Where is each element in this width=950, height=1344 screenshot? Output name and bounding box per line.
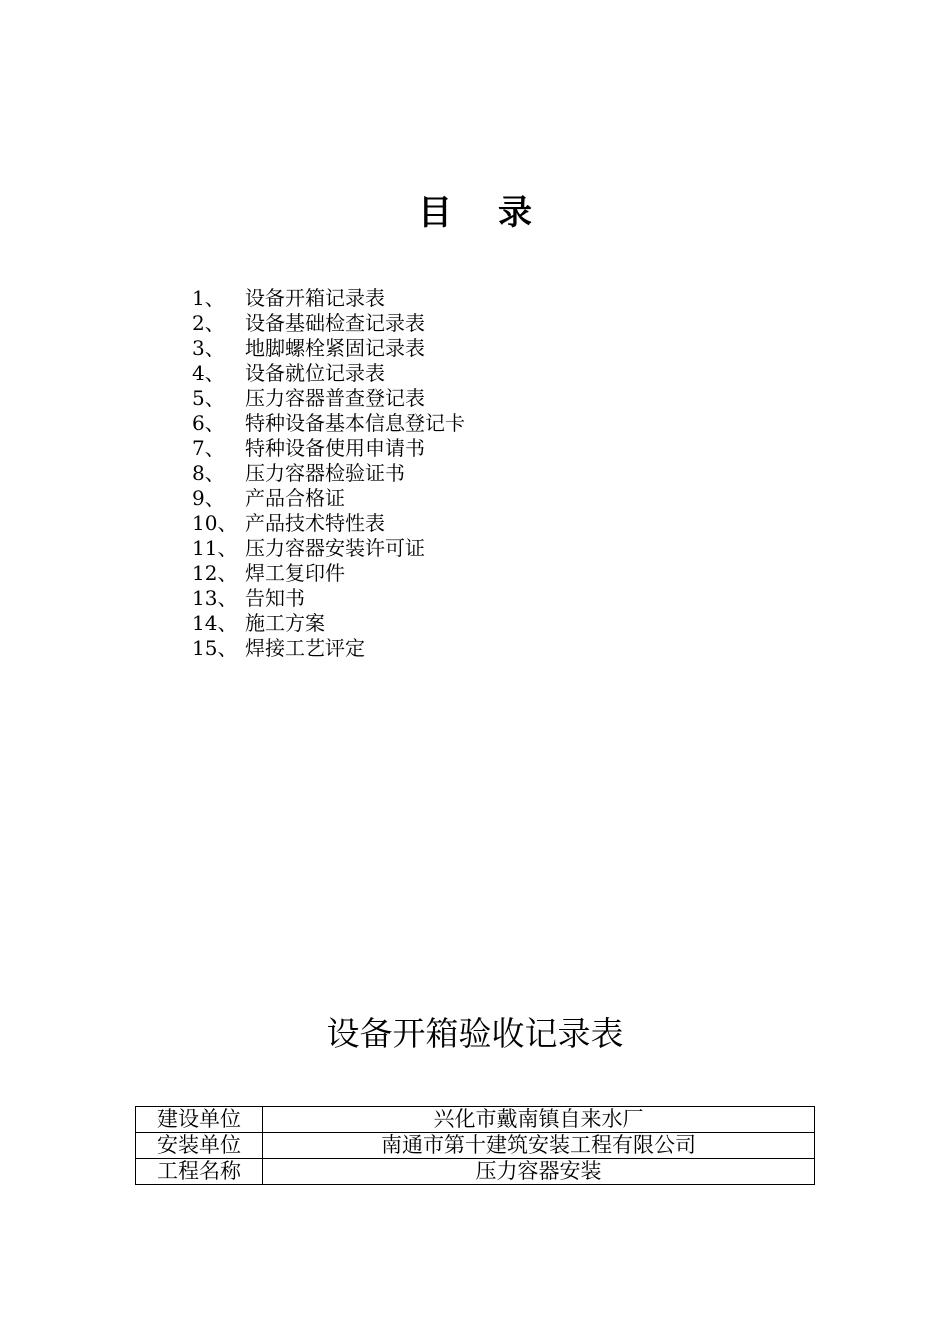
toc-item-text: 产品技术特性表 [245,511,385,535]
toc-item-number: 3、 [192,336,225,360]
toc-title: 目录 [418,193,578,233]
row-label: 工程名称 [136,1159,263,1185]
toc-item-text: 特种设备基本信息登记卡 [245,411,465,435]
toc-item-text: 特种设备使用申请书 [245,436,425,460]
toc-item-text: 压力容器检验证书 [245,461,405,485]
toc-item-text: 设备基础检查记录表 [245,311,425,335]
toc-item [192,286,465,311]
toc-item [192,411,465,436]
toc-item [192,461,465,486]
table-row [136,1159,815,1185]
toc-item [192,536,465,561]
row-label: 安装单位 [136,1133,263,1159]
toc-item-number: 1、 [192,286,225,310]
toc-item-number: 9、 [192,486,225,510]
row-value: 压力容器安装 [263,1159,815,1185]
project-info-table [135,1106,815,1185]
toc-item-text: 压力容器安装许可证 [245,536,425,560]
toc-item-text: 地脚螺栓紧固记录表 [245,336,425,360]
toc-item-text: 施工方案 [245,611,325,635]
toc-item [192,336,465,361]
form-title: 设备开箱验收记录表 [326,1014,624,1053]
toc-item-text: 压力容器普查登记表 [245,386,425,410]
toc-item-number: 5、 [192,386,225,410]
toc-item-number: 7、 [192,436,225,460]
toc-item-number: 11、 [192,536,238,560]
table-row [136,1107,815,1133]
table-row [136,1133,815,1159]
toc-item-text: 设备就位记录表 [245,361,385,385]
toc-item-number: 14、 [192,611,238,635]
toc-item [192,586,465,611]
toc-item-number: 13、 [192,586,238,610]
toc-item-number: 6、 [192,411,225,435]
row-value: 兴化市戴南镇自来水厂 [263,1107,815,1133]
toc-item [192,361,465,386]
row-label: 建设单位 [136,1107,263,1133]
toc-item-text: 告知书 [245,586,305,610]
toc-item-text: 设备开箱记录表 [245,286,385,310]
toc-item-number: 8、 [192,461,225,485]
toc-item-text: 焊接工艺评定 [245,636,365,660]
toc-item [192,436,465,461]
toc-item-number: 10、 [192,511,238,535]
toc-item [192,311,465,336]
row-value: 南通市第十建筑安装工程有限公司 [263,1133,815,1159]
toc-item-number: 15、 [192,636,238,660]
toc-list [192,286,465,661]
toc-item [192,611,465,636]
toc-item [192,636,465,661]
toc-item-text: 产品合格证 [245,486,345,510]
toc-item [192,511,465,536]
toc-item-number: 12、 [192,561,238,585]
toc-item [192,561,465,586]
toc-item [192,386,465,411]
toc-item-number: 2、 [192,311,225,335]
toc-item-number: 4、 [192,361,225,385]
toc-item [192,486,465,511]
toc-item-text: 焊工复印件 [245,561,345,585]
